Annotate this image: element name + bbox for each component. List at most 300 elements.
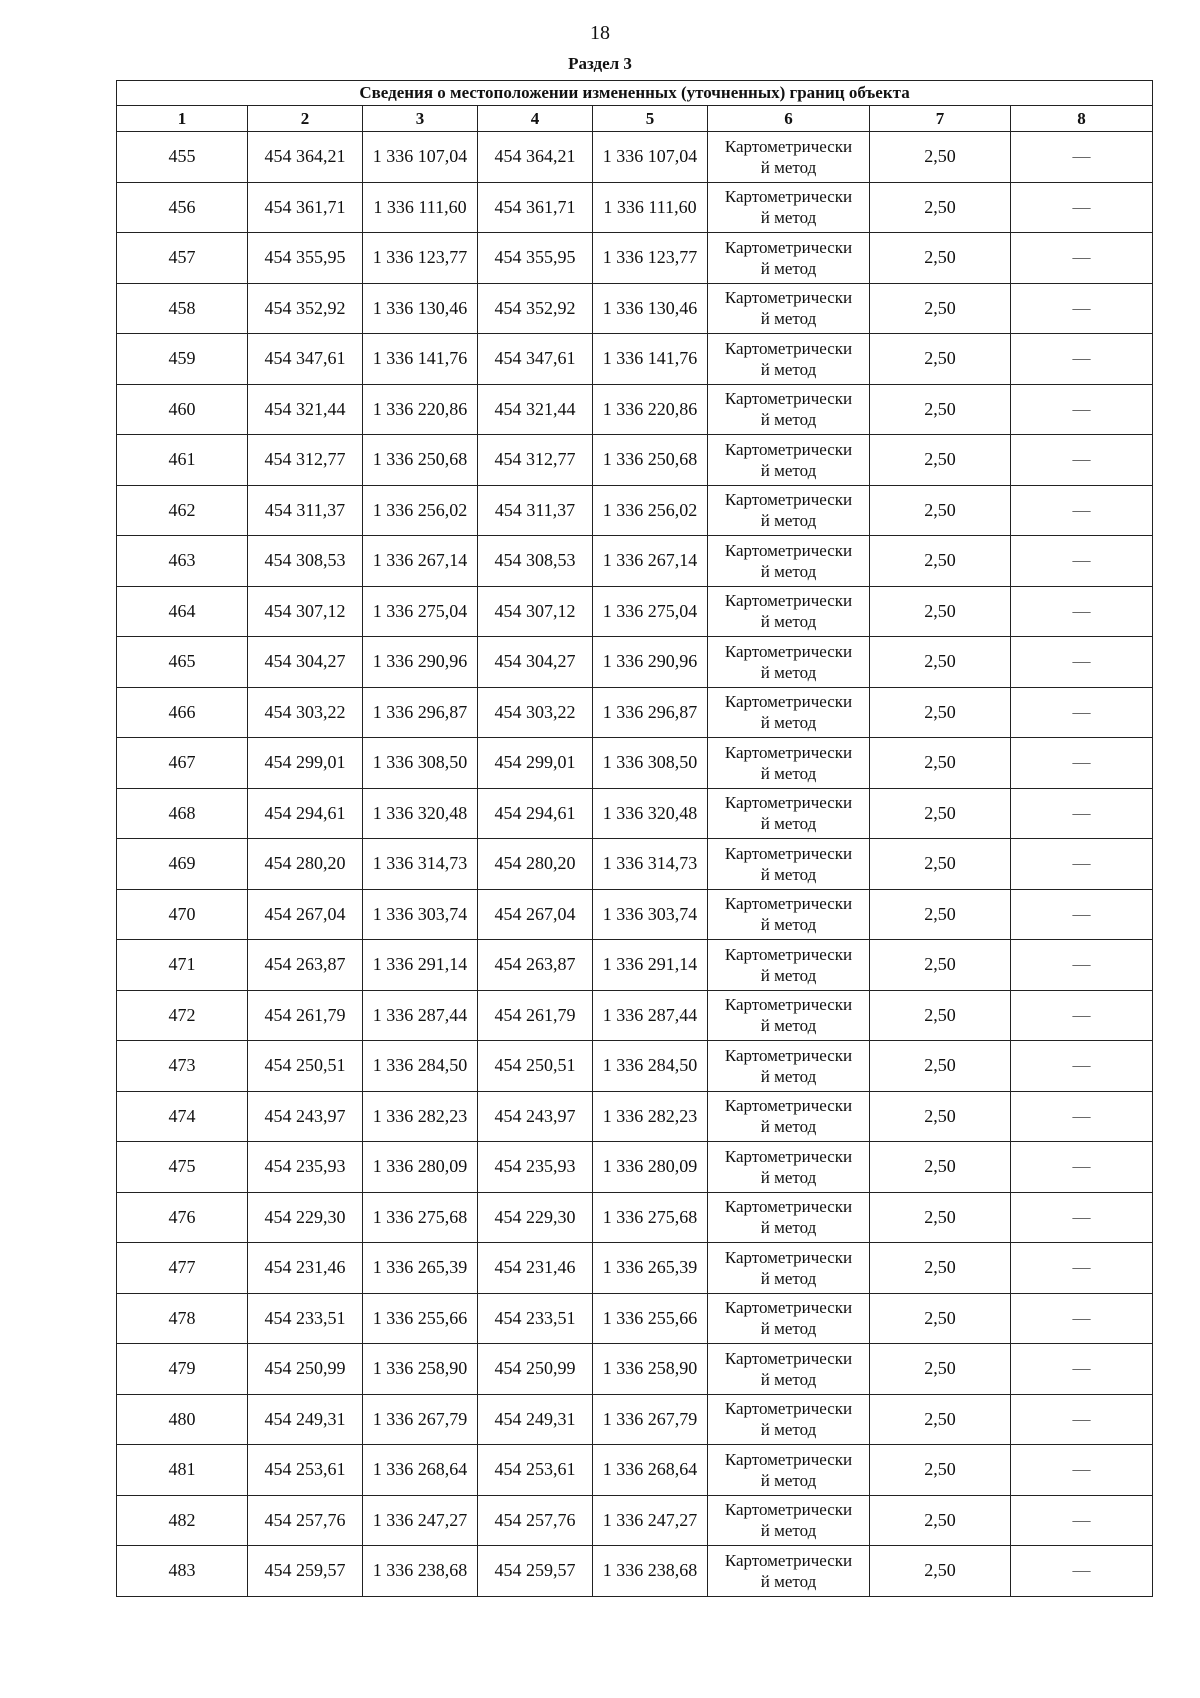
table-row bbox=[117, 182, 1153, 233]
point-number-cell: 479 bbox=[117, 1344, 248, 1395]
existing-x-cell: 454 267,04 bbox=[248, 889, 363, 940]
method-line-2: й метод bbox=[760, 258, 817, 278]
note-cell: — bbox=[1011, 182, 1153, 233]
existing-x-cell: 454 355,95 bbox=[248, 233, 363, 284]
existing-y-cell: 1 336 308,50 bbox=[363, 738, 478, 789]
note-cell: — bbox=[1011, 1142, 1153, 1193]
method-line-2: й метод bbox=[760, 1521, 817, 1541]
refined-x-cell: 454 250,99 bbox=[478, 1344, 593, 1395]
precision-cell: 2,50 bbox=[870, 940, 1011, 991]
precision-cell: 2,50 bbox=[870, 435, 1011, 486]
table-row bbox=[117, 233, 1153, 284]
existing-y-cell: 1 336 290,96 bbox=[363, 637, 478, 688]
method-cell bbox=[708, 990, 870, 1041]
boundary-coordinates-table bbox=[116, 80, 1153, 1597]
method-line-1: Картометрически bbox=[724, 1197, 853, 1217]
column-number: 4 bbox=[478, 106, 593, 132]
refined-x-cell: 454 229,30 bbox=[478, 1192, 593, 1243]
point-number-cell: 478 bbox=[117, 1293, 248, 1344]
precision-cell: 2,50 bbox=[870, 738, 1011, 789]
point-number-cell: 466 bbox=[117, 687, 248, 738]
note-cell: — bbox=[1011, 1394, 1153, 1445]
existing-y-cell: 1 336 107,04 bbox=[363, 132, 478, 183]
refined-x-cell: 454 299,01 bbox=[478, 738, 593, 789]
refined-x-cell: 454 307,12 bbox=[478, 586, 593, 637]
existing-y-cell: 1 336 320,48 bbox=[363, 788, 478, 839]
existing-x-cell: 454 231,46 bbox=[248, 1243, 363, 1294]
point-number-cell: 468 bbox=[117, 788, 248, 839]
point-number-cell: 459 bbox=[117, 334, 248, 385]
method-line-1: Картометрически bbox=[724, 187, 853, 207]
point-number-cell: 481 bbox=[117, 1445, 248, 1496]
note-cell: — bbox=[1011, 940, 1153, 991]
precision-cell: 2,50 bbox=[870, 1344, 1011, 1395]
note-cell: — bbox=[1011, 889, 1153, 940]
method-cell bbox=[708, 435, 870, 486]
precision-cell: 2,50 bbox=[870, 1394, 1011, 1445]
point-number-cell: 456 bbox=[117, 182, 248, 233]
refined-y-cell: 1 336 220,86 bbox=[593, 384, 708, 435]
existing-x-cell: 454 257,76 bbox=[248, 1495, 363, 1546]
note-cell: — bbox=[1011, 1091, 1153, 1142]
existing-y-cell: 1 336 267,79 bbox=[363, 1394, 478, 1445]
table-row bbox=[117, 788, 1153, 839]
existing-y-cell: 1 336 314,73 bbox=[363, 839, 478, 890]
precision-cell: 2,50 bbox=[870, 334, 1011, 385]
existing-x-cell: 454 235,93 bbox=[248, 1142, 363, 1193]
point-number-cell: 462 bbox=[117, 485, 248, 536]
refined-x-cell: 454 304,27 bbox=[478, 637, 593, 688]
point-number-cell: 471 bbox=[117, 940, 248, 991]
table-row bbox=[117, 384, 1153, 435]
precision-cell: 2,50 bbox=[870, 687, 1011, 738]
point-number-cell: 483 bbox=[117, 1546, 248, 1597]
method-line-2: й метод bbox=[760, 1571, 817, 1591]
method-cell bbox=[708, 1495, 870, 1546]
table-row bbox=[117, 435, 1153, 486]
point-number-cell: 470 bbox=[117, 889, 248, 940]
method-line-2: й метод bbox=[760, 915, 817, 935]
refined-y-cell: 1 336 268,64 bbox=[593, 1445, 708, 1496]
refined-y-cell: 1 336 255,66 bbox=[593, 1293, 708, 1344]
note-cell: — bbox=[1011, 283, 1153, 334]
method-line-1: Картометрически bbox=[724, 1045, 853, 1065]
point-number-cell: 482 bbox=[117, 1495, 248, 1546]
note-cell: — bbox=[1011, 1344, 1153, 1395]
method-line-2: й метод bbox=[760, 1167, 817, 1187]
refined-x-cell: 454 355,95 bbox=[478, 233, 593, 284]
precision-cell: 2,50 bbox=[870, 839, 1011, 890]
method-line-1: Картометрически bbox=[724, 490, 853, 510]
refined-x-cell: 454 308,53 bbox=[478, 536, 593, 587]
table-row bbox=[117, 1394, 1153, 1445]
existing-x-cell: 454 347,61 bbox=[248, 334, 363, 385]
existing-x-cell: 454 263,87 bbox=[248, 940, 363, 991]
point-number-cell: 475 bbox=[117, 1142, 248, 1193]
refined-x-cell: 454 250,51 bbox=[478, 1041, 593, 1092]
refined-x-cell: 454 261,79 bbox=[478, 990, 593, 1041]
existing-y-cell: 1 336 303,74 bbox=[363, 889, 478, 940]
existing-x-cell: 454 308,53 bbox=[248, 536, 363, 587]
note-cell: — bbox=[1011, 132, 1153, 183]
refined-x-cell: 454 311,37 bbox=[478, 485, 593, 536]
method-line-1: Картометрически bbox=[724, 1298, 853, 1318]
point-number-cell: 455 bbox=[117, 132, 248, 183]
note-cell: — bbox=[1011, 384, 1153, 435]
refined-y-cell: 1 336 290,96 bbox=[593, 637, 708, 688]
precision-cell: 2,50 bbox=[870, 990, 1011, 1041]
method-line-2: й метод bbox=[760, 612, 817, 632]
method-line-1: Картометрически bbox=[724, 1399, 853, 1419]
point-number-cell: 476 bbox=[117, 1192, 248, 1243]
refined-y-cell: 1 336 265,39 bbox=[593, 1243, 708, 1294]
refined-x-cell: 454 253,61 bbox=[478, 1445, 593, 1496]
method-line-1: Картометрически bbox=[724, 793, 853, 813]
method-line-1: Картометрически bbox=[724, 540, 853, 560]
refined-y-cell: 1 336 303,74 bbox=[593, 889, 708, 940]
method-cell bbox=[708, 839, 870, 890]
column-number: 3 bbox=[363, 106, 478, 132]
refined-y-cell: 1 336 250,68 bbox=[593, 435, 708, 486]
method-line-2: й метод bbox=[760, 1066, 817, 1086]
point-number-cell: 469 bbox=[117, 839, 248, 890]
refined-x-cell: 454 263,87 bbox=[478, 940, 593, 991]
table-row bbox=[117, 586, 1153, 637]
method-line-1: Картометрически bbox=[724, 692, 853, 712]
refined-y-cell: 1 336 308,50 bbox=[593, 738, 708, 789]
method-line-1: Картометрически bbox=[724, 237, 853, 257]
note-cell: — bbox=[1011, 839, 1153, 890]
refined-x-cell: 454 280,20 bbox=[478, 839, 593, 890]
existing-y-cell: 1 336 287,44 bbox=[363, 990, 478, 1041]
method-cell bbox=[708, 132, 870, 183]
note-cell: — bbox=[1011, 1041, 1153, 1092]
point-number-cell: 457 bbox=[117, 233, 248, 284]
existing-y-cell: 1 336 123,77 bbox=[363, 233, 478, 284]
method-cell bbox=[708, 788, 870, 839]
existing-x-cell: 454 352,92 bbox=[248, 283, 363, 334]
refined-x-cell: 454 233,51 bbox=[478, 1293, 593, 1344]
method-line-1: Картометрически bbox=[724, 995, 853, 1015]
method-line-2: й метод bbox=[760, 309, 817, 329]
method-line-2: й метод bbox=[760, 1016, 817, 1036]
existing-y-cell: 1 336 247,27 bbox=[363, 1495, 478, 1546]
method-line-1: Картометрически bbox=[724, 1449, 853, 1469]
table-caption-row bbox=[117, 81, 1153, 106]
precision-cell: 2,50 bbox=[870, 637, 1011, 688]
refined-x-cell: 454 235,93 bbox=[478, 1142, 593, 1193]
note-cell: — bbox=[1011, 435, 1153, 486]
point-number-cell: 477 bbox=[117, 1243, 248, 1294]
refined-y-cell: 1 336 275,04 bbox=[593, 586, 708, 637]
refined-y-cell: 1 336 123,77 bbox=[593, 233, 708, 284]
method-line-2: й метод bbox=[760, 814, 817, 834]
table-row bbox=[117, 940, 1153, 991]
method-cell bbox=[708, 738, 870, 789]
note-cell: — bbox=[1011, 1293, 1153, 1344]
method-line-1: Картометрически bbox=[724, 944, 853, 964]
existing-y-cell: 1 336 250,68 bbox=[363, 435, 478, 486]
existing-y-cell: 1 336 296,87 bbox=[363, 687, 478, 738]
existing-x-cell: 454 280,20 bbox=[248, 839, 363, 890]
method-line-2: й метод bbox=[760, 763, 817, 783]
method-line-2: й метод bbox=[760, 1369, 817, 1389]
method-line-2: й метод bbox=[760, 1319, 817, 1339]
method-cell bbox=[708, 1344, 870, 1395]
precision-cell: 2,50 bbox=[870, 1142, 1011, 1193]
existing-y-cell: 1 336 111,60 bbox=[363, 182, 478, 233]
table-row bbox=[117, 536, 1153, 587]
refined-y-cell: 1 336 256,02 bbox=[593, 485, 708, 536]
method-line-1: Картометрически bbox=[724, 1550, 853, 1570]
method-line-1: Картометрически bbox=[724, 1146, 853, 1166]
table-row bbox=[117, 1142, 1153, 1193]
column-number: 7 bbox=[870, 106, 1011, 132]
refined-y-cell: 1 336 267,14 bbox=[593, 536, 708, 587]
page-number: 18 bbox=[590, 22, 610, 44]
note-cell: — bbox=[1011, 334, 1153, 385]
existing-y-cell: 1 336 141,76 bbox=[363, 334, 478, 385]
refined-y-cell: 1 336 284,50 bbox=[593, 1041, 708, 1092]
method-line-2: й метод bbox=[760, 1470, 817, 1490]
method-cell bbox=[708, 1091, 870, 1142]
method-line-2: й метод bbox=[760, 359, 817, 379]
method-line-1: Картометрически bbox=[724, 1500, 853, 1520]
refined-y-cell: 1 336 107,04 bbox=[593, 132, 708, 183]
precision-cell: 2,50 bbox=[870, 1041, 1011, 1092]
method-line-1: Картометрически bbox=[724, 1247, 853, 1267]
method-line-1: Картометрически bbox=[724, 136, 853, 156]
existing-x-cell: 454 299,01 bbox=[248, 738, 363, 789]
method-cell bbox=[708, 1243, 870, 1294]
existing-x-cell: 454 321,44 bbox=[248, 384, 363, 435]
method-cell bbox=[708, 889, 870, 940]
existing-x-cell: 454 364,21 bbox=[248, 132, 363, 183]
note-cell: — bbox=[1011, 637, 1153, 688]
refined-x-cell: 454 259,57 bbox=[478, 1546, 593, 1597]
column-number-row bbox=[117, 106, 1153, 132]
method-cell bbox=[708, 334, 870, 385]
existing-y-cell: 1 336 268,64 bbox=[363, 1445, 478, 1496]
method-line-1: Картометрически bbox=[724, 591, 853, 611]
table-row bbox=[117, 1091, 1153, 1142]
table-row bbox=[117, 889, 1153, 940]
method-line-1: Картометрически bbox=[724, 439, 853, 459]
existing-y-cell: 1 336 282,23 bbox=[363, 1091, 478, 1142]
existing-y-cell: 1 336 284,50 bbox=[363, 1041, 478, 1092]
existing-x-cell: 454 243,97 bbox=[248, 1091, 363, 1142]
precision-cell: 2,50 bbox=[870, 1192, 1011, 1243]
method-cell bbox=[708, 1041, 870, 1092]
method-cell bbox=[708, 1293, 870, 1344]
note-cell: — bbox=[1011, 687, 1153, 738]
method-cell bbox=[708, 637, 870, 688]
method-line-1: Картометрически bbox=[724, 1348, 853, 1368]
note-cell: — bbox=[1011, 1546, 1153, 1597]
point-number-cell: 460 bbox=[117, 384, 248, 435]
method-line-2: й метод bbox=[760, 1218, 817, 1238]
existing-y-cell: 1 336 255,66 bbox=[363, 1293, 478, 1344]
existing-x-cell: 454 294,61 bbox=[248, 788, 363, 839]
existing-x-cell: 454 259,57 bbox=[248, 1546, 363, 1597]
existing-x-cell: 454 250,99 bbox=[248, 1344, 363, 1395]
precision-cell: 2,50 bbox=[870, 1445, 1011, 1496]
table-row bbox=[117, 1546, 1153, 1597]
table-row bbox=[117, 1041, 1153, 1092]
precision-cell: 2,50 bbox=[870, 1091, 1011, 1142]
method-line-1: Картометрически bbox=[724, 843, 853, 863]
precision-cell: 2,50 bbox=[870, 132, 1011, 183]
existing-y-cell: 1 336 258,90 bbox=[363, 1344, 478, 1395]
existing-y-cell: 1 336 280,09 bbox=[363, 1142, 478, 1193]
table-row bbox=[117, 1192, 1153, 1243]
existing-x-cell: 454 361,71 bbox=[248, 182, 363, 233]
refined-y-cell: 1 336 238,68 bbox=[593, 1546, 708, 1597]
table-row bbox=[117, 990, 1153, 1041]
note-cell: — bbox=[1011, 738, 1153, 789]
table-row bbox=[117, 132, 1153, 183]
method-line-1: Картометрически bbox=[724, 288, 853, 308]
precision-cell: 2,50 bbox=[870, 889, 1011, 940]
existing-y-cell: 1 336 275,68 bbox=[363, 1192, 478, 1243]
table-row bbox=[117, 687, 1153, 738]
precision-cell: 2,50 bbox=[870, 233, 1011, 284]
existing-x-cell: 454 233,51 bbox=[248, 1293, 363, 1344]
point-number-cell: 473 bbox=[117, 1041, 248, 1092]
existing-y-cell: 1 336 220,86 bbox=[363, 384, 478, 435]
existing-x-cell: 454 253,61 bbox=[248, 1445, 363, 1496]
method-line-1: Картометрически bbox=[724, 641, 853, 661]
note-cell: — bbox=[1011, 1192, 1153, 1243]
method-line-2: й метод bbox=[760, 1268, 817, 1288]
method-cell bbox=[708, 233, 870, 284]
existing-x-cell: 454 249,31 bbox=[248, 1394, 363, 1445]
table-row bbox=[117, 1495, 1153, 1546]
method-line-2: й метод bbox=[760, 410, 817, 430]
precision-cell: 2,50 bbox=[870, 536, 1011, 587]
method-line-2: й метод bbox=[760, 1117, 817, 1137]
refined-y-cell: 1 336 280,09 bbox=[593, 1142, 708, 1193]
refined-y-cell: 1 336 275,68 bbox=[593, 1192, 708, 1243]
refined-y-cell: 1 336 141,76 bbox=[593, 334, 708, 385]
method-line-2: й метод bbox=[760, 208, 817, 228]
column-number: 6 bbox=[708, 106, 870, 132]
existing-x-cell: 454 250,51 bbox=[248, 1041, 363, 1092]
existing-y-cell: 1 336 238,68 bbox=[363, 1546, 478, 1597]
refined-y-cell: 1 336 267,79 bbox=[593, 1394, 708, 1445]
note-cell: — bbox=[1011, 990, 1153, 1041]
table-row bbox=[117, 485, 1153, 536]
refined-y-cell: 1 336 130,46 bbox=[593, 283, 708, 334]
refined-y-cell: 1 336 282,23 bbox=[593, 1091, 708, 1142]
refined-x-cell: 454 267,04 bbox=[478, 889, 593, 940]
refined-x-cell: 454 364,21 bbox=[478, 132, 593, 183]
existing-y-cell: 1 336 275,04 bbox=[363, 586, 478, 637]
table-row bbox=[117, 1293, 1153, 1344]
point-number-cell: 458 bbox=[117, 283, 248, 334]
method-cell bbox=[708, 384, 870, 435]
column-number: 1 bbox=[117, 106, 248, 132]
existing-y-cell: 1 336 256,02 bbox=[363, 485, 478, 536]
refined-y-cell: 1 336 287,44 bbox=[593, 990, 708, 1041]
table-row bbox=[117, 637, 1153, 688]
method-line-1: Картометрически bbox=[724, 742, 853, 762]
existing-y-cell: 1 336 265,39 bbox=[363, 1243, 478, 1294]
existing-y-cell: 1 336 130,46 bbox=[363, 283, 478, 334]
refined-x-cell: 454 303,22 bbox=[478, 687, 593, 738]
column-number: 8 bbox=[1011, 106, 1153, 132]
existing-x-cell: 454 261,79 bbox=[248, 990, 363, 1041]
refined-x-cell: 454 321,44 bbox=[478, 384, 593, 435]
point-number-cell: 461 bbox=[117, 435, 248, 486]
precision-cell: 2,50 bbox=[870, 1293, 1011, 1344]
method-cell bbox=[708, 1546, 870, 1597]
refined-x-cell: 454 243,97 bbox=[478, 1091, 593, 1142]
method-cell bbox=[708, 1394, 870, 1445]
precision-cell: 2,50 bbox=[870, 182, 1011, 233]
point-number-cell: 463 bbox=[117, 536, 248, 587]
point-number-cell: 474 bbox=[117, 1091, 248, 1142]
precision-cell: 2,50 bbox=[870, 384, 1011, 435]
column-number: 5 bbox=[593, 106, 708, 132]
precision-cell: 2,50 bbox=[870, 788, 1011, 839]
existing-y-cell: 1 336 267,14 bbox=[363, 536, 478, 587]
existing-x-cell: 454 312,77 bbox=[248, 435, 363, 486]
refined-x-cell: 454 352,92 bbox=[478, 283, 593, 334]
method-line-2: й метод bbox=[760, 511, 817, 531]
point-number-cell: 465 bbox=[117, 637, 248, 688]
point-number-cell: 467 bbox=[117, 738, 248, 789]
table-row bbox=[117, 839, 1153, 890]
refined-y-cell: 1 336 291,14 bbox=[593, 940, 708, 991]
existing-x-cell: 454 307,12 bbox=[248, 586, 363, 637]
refined-y-cell: 1 336 314,73 bbox=[593, 839, 708, 890]
method-line-2: й метод bbox=[760, 157, 817, 177]
method-line-2: й метод bbox=[760, 561, 817, 581]
note-cell: — bbox=[1011, 485, 1153, 536]
method-cell bbox=[708, 182, 870, 233]
refined-x-cell: 454 257,76 bbox=[478, 1495, 593, 1546]
point-number-cell: 480 bbox=[117, 1394, 248, 1445]
method-line-1: Картометрически bbox=[724, 338, 853, 358]
method-cell bbox=[708, 940, 870, 991]
method-cell bbox=[708, 687, 870, 738]
method-line-1: Картометрически bbox=[724, 1096, 853, 1116]
precision-cell: 2,50 bbox=[870, 1495, 1011, 1546]
table-body bbox=[117, 132, 1153, 1597]
method-line-2: й метод bbox=[760, 864, 817, 884]
refined-x-cell: 454 361,71 bbox=[478, 182, 593, 233]
refined-y-cell: 1 336 258,90 bbox=[593, 1344, 708, 1395]
method-cell bbox=[708, 586, 870, 637]
note-cell: — bbox=[1011, 1243, 1153, 1294]
refined-y-cell: 1 336 111,60 bbox=[593, 182, 708, 233]
method-line-1: Картометрически bbox=[724, 894, 853, 914]
precision-cell: 2,50 bbox=[870, 1546, 1011, 1597]
method-cell bbox=[708, 536, 870, 587]
method-cell bbox=[708, 1142, 870, 1193]
refined-x-cell: 454 249,31 bbox=[478, 1394, 593, 1445]
existing-x-cell: 454 311,37 bbox=[248, 485, 363, 536]
refined-x-cell: 454 347,61 bbox=[478, 334, 593, 385]
table-row bbox=[117, 283, 1153, 334]
method-line-1: Картометрически bbox=[724, 389, 853, 409]
method-line-2: й метод bbox=[760, 1420, 817, 1440]
table-row bbox=[117, 1243, 1153, 1294]
method-cell bbox=[708, 1192, 870, 1243]
precision-cell: 2,50 bbox=[870, 283, 1011, 334]
refined-y-cell: 1 336 320,48 bbox=[593, 788, 708, 839]
